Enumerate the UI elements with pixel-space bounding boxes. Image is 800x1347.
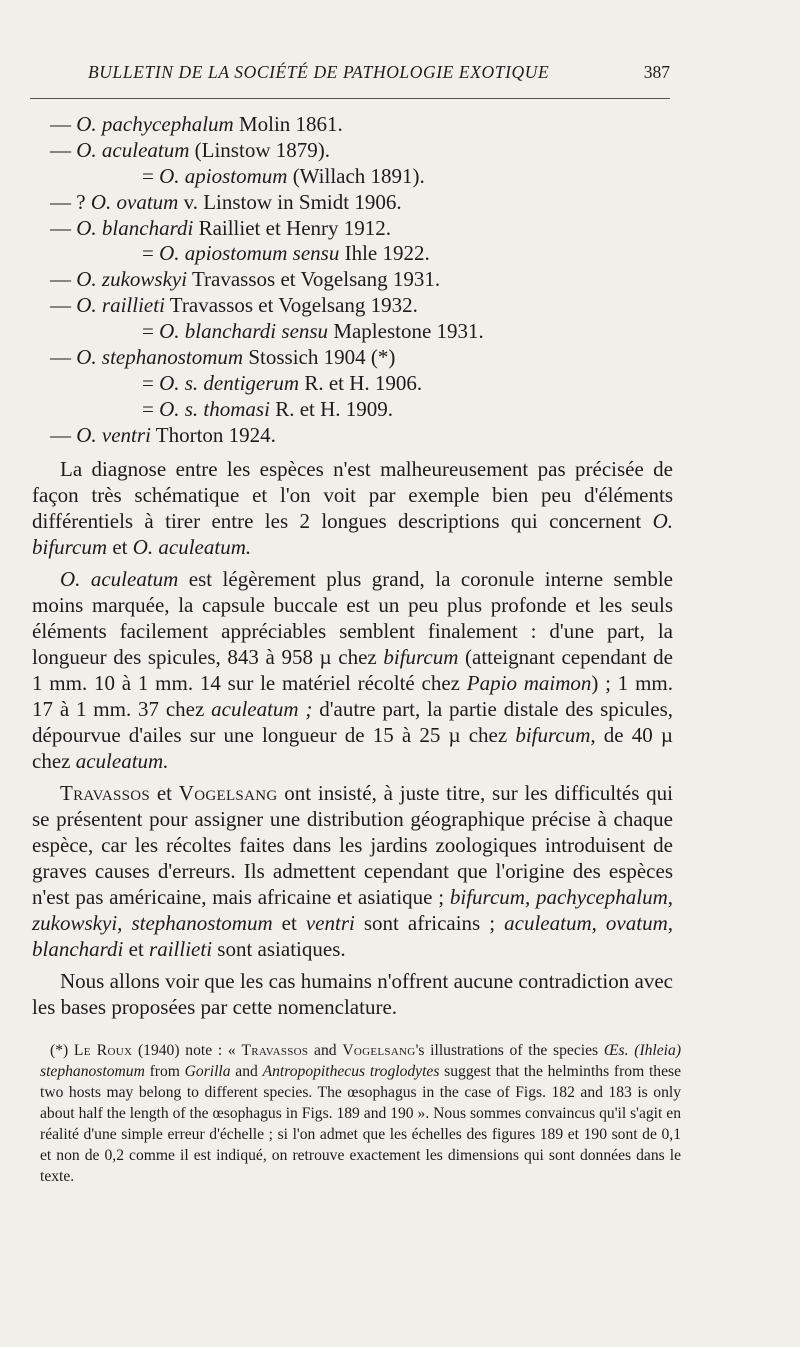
species-name: O. raillieti <box>76 293 165 318</box>
synonym-list <box>50 112 750 449</box>
paragraph-diagnose: La diagnose entre les espèces n'est malheureusement pas précisée de façon très schématique et l'on voit par exemple bien peu d'éléments différentiels à tirer entre les 2 longues descriptions qui concernent O. bifurcum et O. aculeatum. <box>32 457 673 559</box>
synonym-lead: = <box>142 319 160 344</box>
synonym-lead: — <box>50 267 77 292</box>
synonym-lead: = <box>142 396 160 421</box>
synonym-line <box>50 423 750 449</box>
synonym-authority: Travassos et Vogelsang 1932. <box>164 293 418 318</box>
species-name: O. s. dentigerum <box>159 370 300 395</box>
species-name: O. ventri <box>76 422 151 447</box>
synonym-lead: = <box>142 163 160 188</box>
species-name: O. stephanostomum <box>76 345 244 370</box>
synonym-authority: Railliet et Henry 1912. <box>193 215 392 240</box>
synonym-line <box>50 345 750 371</box>
species-name: O. blanchardi sensu <box>159 319 329 344</box>
synonym-line <box>50 241 750 267</box>
synonym-line <box>50 190 750 216</box>
paragraph-aculeatum: O. aculeatum est légèrement plus grand, la coronule interne semble moins marquée, la capsule buccale est un peu plus profonde et les seuls éléments facilement appréciables semblent finalement : d'une part, la longueur des spicules, 843 à 958 µ chez bifurcum (atteignant cependant de 1 mm. 10 à 1 mm. 14 sur le matériel récolté chez Papio maimon) ; 1 mm. 17 à 1 mm. 37 chez aculeatum ; d'autre part, la partie distale des spicules, dépourvue d'ailes sur une longueur de 15 à 25 µ chez bifurcum, de 40 µ chez aculeatum. <box>32 567 674 773</box>
species-name: O. s. thomasi <box>159 396 270 421</box>
synonym-lead: — ? <box>50 189 91 214</box>
species-name: O. pachycephalum <box>76 112 234 136</box>
species-name: O. ovatum <box>90 189 179 214</box>
synonym-authority: v. Linstow in Smidt 1906. <box>178 189 402 214</box>
synonym-line <box>50 164 750 190</box>
synonym-authority: R. et H. 1909. <box>269 396 394 421</box>
synonym-authority: (Willach 1891). <box>287 163 425 188</box>
synonym-line <box>50 293 750 319</box>
synonym-authority: R. et H. 1906. <box>299 370 423 395</box>
synonym-lead: = <box>142 370 160 395</box>
species-name: O. blanchardi <box>76 215 194 240</box>
species-name: O. aculeatum <box>76 137 190 162</box>
synonym-lead: — <box>50 137 77 162</box>
synonym-line <box>50 397 750 423</box>
footnote: (*) Le Roux (1940) note : « Travassos and Vogelsang's illustrations of the species Œs. (Ihleia) stephanostomum from Gorilla and Antropopithecus troglodytes suggest that the helminths from these two hosts may belong to different species. The œsophagus in the case of Figs. 182 and 183 is only about half the length of the œsophagus in Figs. 189 and 190 ». Nous sommes convaincus qu'il s'agit en réalité d'une simple erreur d'échelle ; si l'on admet que les échelles des figures 189 et 190 sont de 0,1 et non de 0,2 comme il est indiqué, on retrouve exactement les dimensions qui sont données dans le texte. <box>40 1042 682 1185</box>
running-header <box>88 62 670 83</box>
synonym-line <box>50 319 750 345</box>
synonym-authority: Molin 1861. <box>233 112 343 136</box>
synonym-lead: — <box>50 422 77 447</box>
synonym-authority: Thorton 1924. <box>150 422 276 447</box>
synonym-authority: (Linstow 1879). <box>189 137 330 162</box>
paragraph-distribution: Travassos et Vogelsang ont insisté, à juste titre, sur les difficultés qui se présentent pour assigner une distribution géographique précise à chaque espèce, car les récoltes faites dans les jardins zoologiques introduisent de graves causes d'erreurs. Ils admettent cependant que l'origine des espèces n'est pas américaine, mais africaine et asiatique ; bifurcum, pachycephalum, zukowskyi, stephanostomum et ventri sont africains ; aculeatum, ovatum, blanchardi et raillieti sont asiatiques. <box>32 781 674 961</box>
synonym-lead: = <box>142 241 160 266</box>
journal-title: BULLETIN DE LA SOCIÉTÉ DE PATHOLOGIE EXOTIQUE <box>88 62 550 82</box>
species-name: O. apiostomum sensu <box>159 241 340 266</box>
synonym-lead: — <box>50 345 77 370</box>
synonym-line <box>50 267 750 293</box>
synonym-authority: Travassos et Vogelsang 1931. <box>187 267 441 292</box>
paragraph-conclusion: Nous allons voir que les cas humains n'offrent aucune contradiction avec les bases proposées par cette nomenclature. <box>32 969 673 1019</box>
body-text <box>32 456 673 1020</box>
header-rule <box>30 98 670 99</box>
synonym-line <box>50 216 750 242</box>
species-name: O. zukowskyi <box>76 267 188 292</box>
synonym-line <box>50 138 750 164</box>
synonym-lead: — <box>50 215 77 240</box>
synonym-line <box>50 112 750 138</box>
synonym-authority: Stossich 1904 (*) <box>243 345 396 370</box>
synonym-authority: Ihle 1922. <box>339 241 430 266</box>
synonym-line <box>50 371 750 397</box>
synonym-lead: — <box>50 293 77 318</box>
page-number: 387 <box>643 62 670 82</box>
synonym-lead: — <box>50 112 77 136</box>
species-name: O. apiostomum <box>159 163 288 188</box>
synonym-authority: Maplestone 1931. <box>328 319 484 344</box>
